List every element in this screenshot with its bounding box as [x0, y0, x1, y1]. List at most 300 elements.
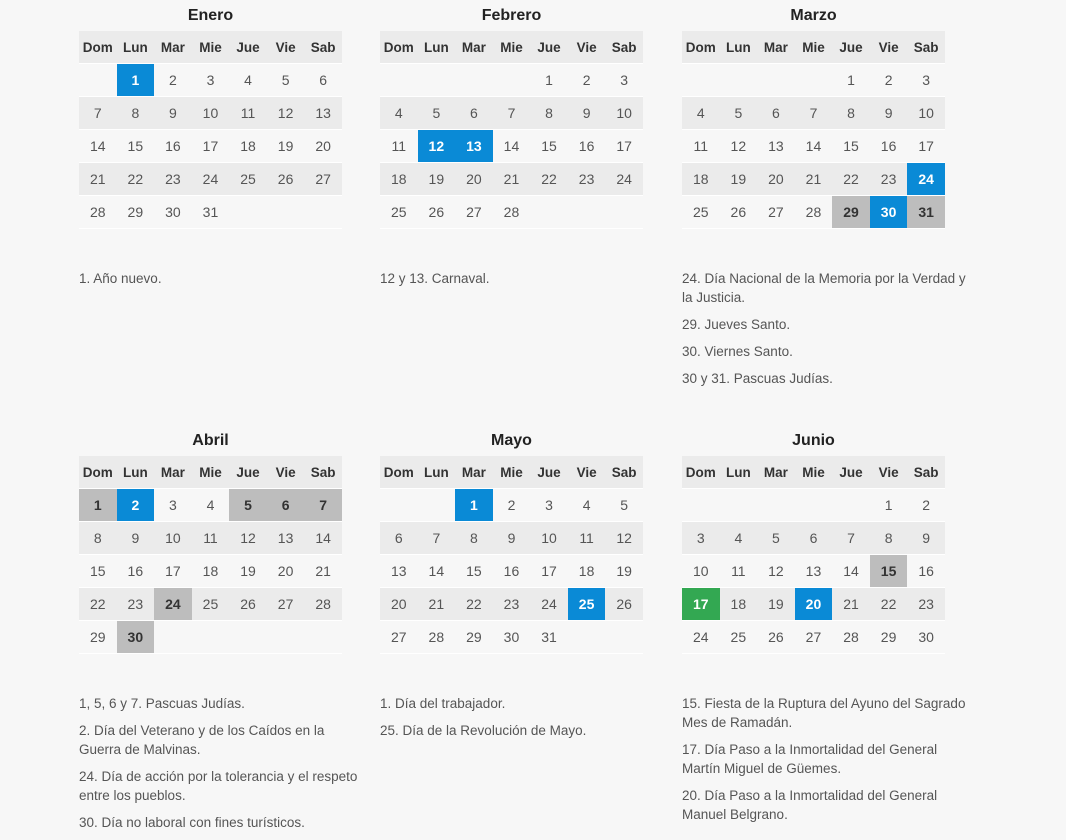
- week-row: [380, 64, 643, 97]
- weekday-label: Mar: [757, 31, 795, 64]
- day-cell: 5: [605, 489, 643, 522]
- empty-day-cell: [530, 196, 568, 229]
- day-cell: 2: [154, 64, 192, 97]
- day-cell: 15: [117, 130, 155, 163]
- day-cell: 21: [79, 163, 117, 196]
- day-cell: 9: [870, 97, 908, 130]
- day-cell: 14: [418, 555, 456, 588]
- day-cell: 12: [267, 97, 305, 130]
- month-febrero: [380, 0, 670, 229]
- weekday-label: Mie: [795, 31, 833, 64]
- weekday-header-row: [682, 31, 945, 64]
- weekday-label: Mie: [493, 31, 531, 64]
- week-row: [79, 555, 342, 588]
- holiday-day-cell: 1: [455, 489, 493, 522]
- empty-day-cell: [605, 196, 643, 229]
- holiday-day-cell: 29: [832, 196, 870, 229]
- empty-day-cell: [229, 196, 267, 229]
- holiday-note: 15. Fiesta de la Ruptura del Ayuno del Sagrado Mes de Ramadán.: [682, 696, 966, 730]
- day-cell: 19: [605, 555, 643, 588]
- day-cell: 13: [380, 555, 418, 588]
- day-cell: 9: [117, 522, 155, 555]
- empty-day-cell: [605, 621, 643, 654]
- day-cell: 23: [568, 163, 606, 196]
- empty-day-cell: [493, 64, 531, 97]
- month-junio: [682, 425, 972, 654]
- day-cell: 12: [229, 522, 267, 555]
- day-cell: 28: [418, 621, 456, 654]
- day-cell: 23: [117, 588, 155, 621]
- holiday-day-cell: 24: [154, 588, 192, 621]
- day-cell: 20: [455, 163, 493, 196]
- empty-day-cell: [380, 489, 418, 522]
- weekday-label: Vie: [568, 31, 606, 64]
- day-cell: 4: [720, 522, 758, 555]
- weekday-label: Dom: [682, 31, 720, 64]
- holiday-day-cell: 31: [907, 196, 945, 229]
- day-cell: 27: [267, 588, 305, 621]
- weekday-header-row: [380, 456, 643, 489]
- day-cell: 25: [682, 196, 720, 229]
- holiday-day-cell: 25: [568, 588, 606, 621]
- empty-day-cell: [267, 621, 305, 654]
- month-enero: [79, 0, 369, 229]
- week-row: [682, 196, 945, 229]
- day-cell: 4: [192, 489, 230, 522]
- holiday-note: 17. Día Paso a la Inmortalidad del General Martín Miguel de Güemes.: [682, 742, 938, 776]
- month-mayo: [380, 425, 670, 654]
- empty-day-cell: [757, 64, 795, 97]
- day-cell: 22: [455, 588, 493, 621]
- holiday-day-cell: 24: [907, 163, 945, 196]
- day-cell: 17: [154, 555, 192, 588]
- weekday-label: Lun: [117, 31, 155, 64]
- day-cell: 18: [380, 163, 418, 196]
- holiday-day-cell: 2: [117, 489, 155, 522]
- day-cell: 12: [720, 130, 758, 163]
- notes-enero: [79, 269, 364, 296]
- day-cell: 24: [192, 163, 230, 196]
- day-cell: 7: [795, 97, 833, 130]
- holiday-note: 2. Día del Veterano y de los Caídos en la Guerra de Malvinas.: [79, 723, 325, 757]
- day-cell: 5: [757, 522, 795, 555]
- week-row: [79, 522, 342, 555]
- weekday-label: Vie: [267, 31, 305, 64]
- day-cell: 3: [154, 489, 192, 522]
- weekday-header-row: [380, 31, 643, 64]
- weekday-label: Mar: [154, 456, 192, 489]
- empty-day-cell: [304, 621, 342, 654]
- day-cell: 13: [267, 522, 305, 555]
- weekday-label: Mar: [455, 456, 493, 489]
- day-cell: 3: [530, 489, 568, 522]
- weekday-label: Lun: [418, 31, 456, 64]
- weekday-label: Mie: [795, 456, 833, 489]
- day-cell: 24: [530, 588, 568, 621]
- day-cell: 28: [304, 588, 342, 621]
- day-cell: 18: [229, 130, 267, 163]
- weekday-label: Sab: [605, 456, 643, 489]
- day-cell: 11: [720, 555, 758, 588]
- day-cell: 2: [568, 64, 606, 97]
- day-cell: 17: [192, 130, 230, 163]
- week-row: [79, 97, 342, 130]
- week-row: [682, 64, 945, 97]
- day-cell: 8: [455, 522, 493, 555]
- weekday-label: Mar: [757, 456, 795, 489]
- holiday-day-cell: 13: [455, 130, 493, 163]
- day-cell: 14: [493, 130, 531, 163]
- day-cell: 5: [418, 97, 456, 130]
- day-cell: 17: [605, 130, 643, 163]
- day-cell: 3: [605, 64, 643, 97]
- month-marzo: [682, 0, 972, 229]
- holiday-day-cell: 1: [117, 64, 155, 97]
- empty-day-cell: [304, 196, 342, 229]
- day-cell: 22: [870, 588, 908, 621]
- week-row: [380, 163, 643, 196]
- holiday-day-cell: 5: [229, 489, 267, 522]
- week-row: [79, 588, 342, 621]
- weekday-label: Lun: [720, 456, 758, 489]
- day-cell: 25: [380, 196, 418, 229]
- day-cell: 20: [757, 163, 795, 196]
- empty-day-cell: [682, 64, 720, 97]
- weekday-label: Vie: [267, 456, 305, 489]
- day-cell: 26: [267, 163, 305, 196]
- day-cell: 26: [605, 588, 643, 621]
- day-cell: 3: [907, 64, 945, 97]
- weekday-label: Dom: [79, 456, 117, 489]
- day-cell: 30: [154, 196, 192, 229]
- week-row: [380, 621, 643, 654]
- weekday-header-row: [79, 31, 342, 64]
- weekday-header-row: [79, 456, 342, 489]
- holiday-note: 20. Día Paso a la Inmortalidad del General Manuel Belgrano.: [682, 788, 938, 822]
- holiday-note: 1. Día del trabajador.: [380, 696, 506, 711]
- weekday-label: Sab: [907, 31, 945, 64]
- weekday-label: Sab: [304, 456, 342, 489]
- week-row: [79, 621, 342, 654]
- day-cell: 1: [870, 489, 908, 522]
- day-cell: 20: [267, 555, 305, 588]
- day-cell: 16: [493, 555, 531, 588]
- day-cell: 27: [795, 621, 833, 654]
- day-cell: 27: [304, 163, 342, 196]
- day-cell: 19: [229, 555, 267, 588]
- day-cell: 28: [795, 196, 833, 229]
- day-cell: 14: [795, 130, 833, 163]
- calendar-grid: [682, 456, 945, 654]
- day-cell: 22: [79, 588, 117, 621]
- empty-day-cell: [568, 196, 606, 229]
- empty-day-cell: [418, 489, 456, 522]
- day-cell: 8: [832, 97, 870, 130]
- empty-day-cell: [192, 621, 230, 654]
- holiday-day-cell: 20: [795, 588, 833, 621]
- day-cell: 15: [832, 130, 870, 163]
- day-cell: 23: [907, 588, 945, 621]
- day-cell: 15: [79, 555, 117, 588]
- day-cell: 16: [568, 130, 606, 163]
- day-cell: 8: [79, 522, 117, 555]
- day-cell: 27: [455, 196, 493, 229]
- weekday-label: Dom: [380, 31, 418, 64]
- calendar-grid: [79, 456, 342, 654]
- day-cell: 7: [832, 522, 870, 555]
- week-row: [380, 489, 643, 522]
- weekday-label: Mar: [455, 31, 493, 64]
- day-cell: 4: [682, 97, 720, 130]
- day-cell: 16: [117, 555, 155, 588]
- week-row: [380, 588, 643, 621]
- day-cell: 21: [832, 588, 870, 621]
- day-cell: 11: [229, 97, 267, 130]
- week-row: [79, 130, 342, 163]
- empty-day-cell: [720, 64, 758, 97]
- day-cell: 12: [757, 555, 795, 588]
- day-cell: 10: [530, 522, 568, 555]
- day-cell: 10: [192, 97, 230, 130]
- weekday-label: Vie: [870, 456, 908, 489]
- day-cell: 7: [493, 97, 531, 130]
- day-cell: 29: [79, 621, 117, 654]
- holiday-note: 12 y 13. Carnaval.: [380, 271, 490, 286]
- day-cell: 5: [720, 97, 758, 130]
- month-title: Enero: [187, 7, 234, 24]
- day-cell: 4: [568, 489, 606, 522]
- holiday-note: 29. Jueves Santo.: [682, 317, 791, 332]
- day-cell: 6: [795, 522, 833, 555]
- day-cell: 19: [267, 130, 305, 163]
- weekday-label: Vie: [870, 31, 908, 64]
- holiday-day-cell: 30: [117, 621, 155, 654]
- weekday-label: Dom: [79, 31, 117, 64]
- day-cell: 24: [682, 621, 720, 654]
- day-cell: 30: [907, 621, 945, 654]
- notes-abril: [79, 694, 364, 840]
- day-cell: 3: [192, 64, 230, 97]
- day-cell: 24: [605, 163, 643, 196]
- day-cell: 23: [493, 588, 531, 621]
- week-row: [79, 163, 342, 196]
- calendar-grid: [682, 31, 945, 229]
- week-row: [79, 64, 342, 97]
- weekday-label: Jue: [832, 31, 870, 64]
- day-cell: 14: [79, 130, 117, 163]
- day-cell: 2: [870, 64, 908, 97]
- day-cell: 22: [530, 163, 568, 196]
- day-cell: 12: [605, 522, 643, 555]
- empty-day-cell: [380, 64, 418, 97]
- calendar-grid: [380, 31, 643, 229]
- week-row: [380, 130, 643, 163]
- day-cell: 4: [380, 97, 418, 130]
- empty-day-cell: [267, 196, 305, 229]
- day-cell: 13: [795, 555, 833, 588]
- weekday-label: Dom: [380, 456, 418, 489]
- empty-day-cell: [757, 489, 795, 522]
- weekday-label: Vie: [568, 456, 606, 489]
- empty-day-cell: [455, 64, 493, 97]
- day-cell: 18: [720, 588, 758, 621]
- day-cell: 7: [79, 97, 117, 130]
- day-cell: 9: [154, 97, 192, 130]
- day-cell: 9: [493, 522, 531, 555]
- holiday-day-cell: 12: [418, 130, 456, 163]
- day-cell: 9: [907, 522, 945, 555]
- day-cell: 1: [832, 64, 870, 97]
- day-cell: 6: [380, 522, 418, 555]
- day-cell: 6: [455, 97, 493, 130]
- weekday-label: Mie: [192, 31, 230, 64]
- week-row: [79, 196, 342, 229]
- week-row: [682, 163, 945, 196]
- day-cell: 21: [795, 163, 833, 196]
- week-row: [682, 97, 945, 130]
- holiday-day-cell: 15: [870, 555, 908, 588]
- day-cell: 10: [154, 522, 192, 555]
- notes-mayo: [380, 694, 665, 748]
- weekday-label: Jue: [229, 456, 267, 489]
- empty-day-cell: [795, 489, 833, 522]
- month-title: Mayo: [491, 432, 532, 449]
- day-cell: 20: [304, 130, 342, 163]
- day-cell: 6: [757, 97, 795, 130]
- weekday-label: Jue: [229, 31, 267, 64]
- day-cell: 23: [154, 163, 192, 196]
- day-cell: 19: [720, 163, 758, 196]
- day-cell: 8: [530, 97, 568, 130]
- holiday-note: 24. Día Nacional de la Memoria por la Verdad y la Justicia.: [682, 271, 966, 305]
- holiday-note: 1. Año nuevo.: [79, 271, 162, 286]
- day-cell: 31: [530, 621, 568, 654]
- day-cell: 6: [304, 64, 342, 97]
- day-cell: 3: [682, 522, 720, 555]
- day-cell: 21: [304, 555, 342, 588]
- week-row: [380, 555, 643, 588]
- empty-day-cell: [229, 621, 267, 654]
- day-cell: 18: [192, 555, 230, 588]
- holiday-day-cell: 30: [870, 196, 908, 229]
- day-cell: 14: [304, 522, 342, 555]
- day-cell: 16: [870, 130, 908, 163]
- day-cell: 25: [229, 163, 267, 196]
- holiday-note: 1, 5, 6 y 7. Pascuas Judías.: [79, 696, 245, 711]
- week-row: [380, 522, 643, 555]
- day-cell: 8: [117, 97, 155, 130]
- weekday-label: Mie: [192, 456, 230, 489]
- day-cell: 27: [380, 621, 418, 654]
- day-cell: 15: [455, 555, 493, 588]
- notes-junio: [682, 694, 967, 832]
- holiday-day-cell: 17: [682, 588, 720, 621]
- empty-day-cell: [79, 64, 117, 97]
- day-cell: 30: [493, 621, 531, 654]
- weekday-label: Jue: [530, 456, 568, 489]
- weekday-label: Lun: [117, 456, 155, 489]
- day-cell: 20: [380, 588, 418, 621]
- day-cell: 28: [493, 196, 531, 229]
- week-row: [380, 97, 643, 130]
- day-cell: 26: [418, 196, 456, 229]
- month-title: Abril: [192, 432, 229, 449]
- day-cell: 15: [530, 130, 568, 163]
- day-cell: 21: [418, 588, 456, 621]
- week-row: [682, 489, 945, 522]
- calendar-grid: [79, 31, 342, 229]
- day-cell: 17: [530, 555, 568, 588]
- month-title: Febrero: [481, 7, 542, 24]
- day-cell: 11: [380, 130, 418, 163]
- day-cell: 2: [907, 489, 945, 522]
- day-cell: 10: [605, 97, 643, 130]
- empty-day-cell: [720, 489, 758, 522]
- empty-day-cell: [682, 489, 720, 522]
- weekday-label: Jue: [832, 456, 870, 489]
- month-title: Marzo: [790, 7, 837, 24]
- calendar-grid: [380, 456, 643, 654]
- day-cell: 29: [870, 621, 908, 654]
- empty-day-cell: [568, 621, 606, 654]
- day-cell: 26: [757, 621, 795, 654]
- day-cell: 23: [870, 163, 908, 196]
- day-cell: 18: [568, 555, 606, 588]
- month-abril: [79, 425, 369, 654]
- week-row: [380, 196, 643, 229]
- holiday-day-cell: 6: [267, 489, 305, 522]
- weekday-label: Sab: [304, 31, 342, 64]
- day-cell: 25: [720, 621, 758, 654]
- holiday-note: 30. Viernes Santo.: [682, 344, 793, 359]
- day-cell: 26: [720, 196, 758, 229]
- week-row: [682, 621, 945, 654]
- weekday-label: Jue: [530, 31, 568, 64]
- empty-day-cell: [832, 489, 870, 522]
- day-cell: 22: [117, 163, 155, 196]
- day-cell: 27: [757, 196, 795, 229]
- day-cell: 10: [682, 555, 720, 588]
- day-cell: 7: [418, 522, 456, 555]
- day-cell: 4: [229, 64, 267, 97]
- day-cell: 29: [455, 621, 493, 654]
- weekday-header-row: [682, 456, 945, 489]
- day-cell: 1: [530, 64, 568, 97]
- weekday-label: Dom: [682, 456, 720, 489]
- week-row: [79, 489, 342, 522]
- day-cell: 11: [568, 522, 606, 555]
- day-cell: 25: [192, 588, 230, 621]
- day-cell: 2: [493, 489, 531, 522]
- day-cell: 9: [568, 97, 606, 130]
- empty-day-cell: [418, 64, 456, 97]
- day-cell: 18: [682, 163, 720, 196]
- day-cell: 22: [832, 163, 870, 196]
- day-cell: 16: [907, 555, 945, 588]
- day-cell: 17: [907, 130, 945, 163]
- day-cell: 5: [267, 64, 305, 97]
- holiday-note: 24. Día de acción por la tolerancia y el respeto entre los pueblos.: [79, 769, 358, 803]
- holiday-note: 30. Día no laboral con fines turísticos.: [79, 815, 305, 830]
- month-title: Junio: [792, 432, 835, 449]
- day-cell: 8: [870, 522, 908, 555]
- holiday-day-cell: 1: [79, 489, 117, 522]
- weekday-label: Sab: [605, 31, 643, 64]
- day-cell: 28: [79, 196, 117, 229]
- day-cell: 28: [832, 621, 870, 654]
- empty-day-cell: [154, 621, 192, 654]
- day-cell: 11: [682, 130, 720, 163]
